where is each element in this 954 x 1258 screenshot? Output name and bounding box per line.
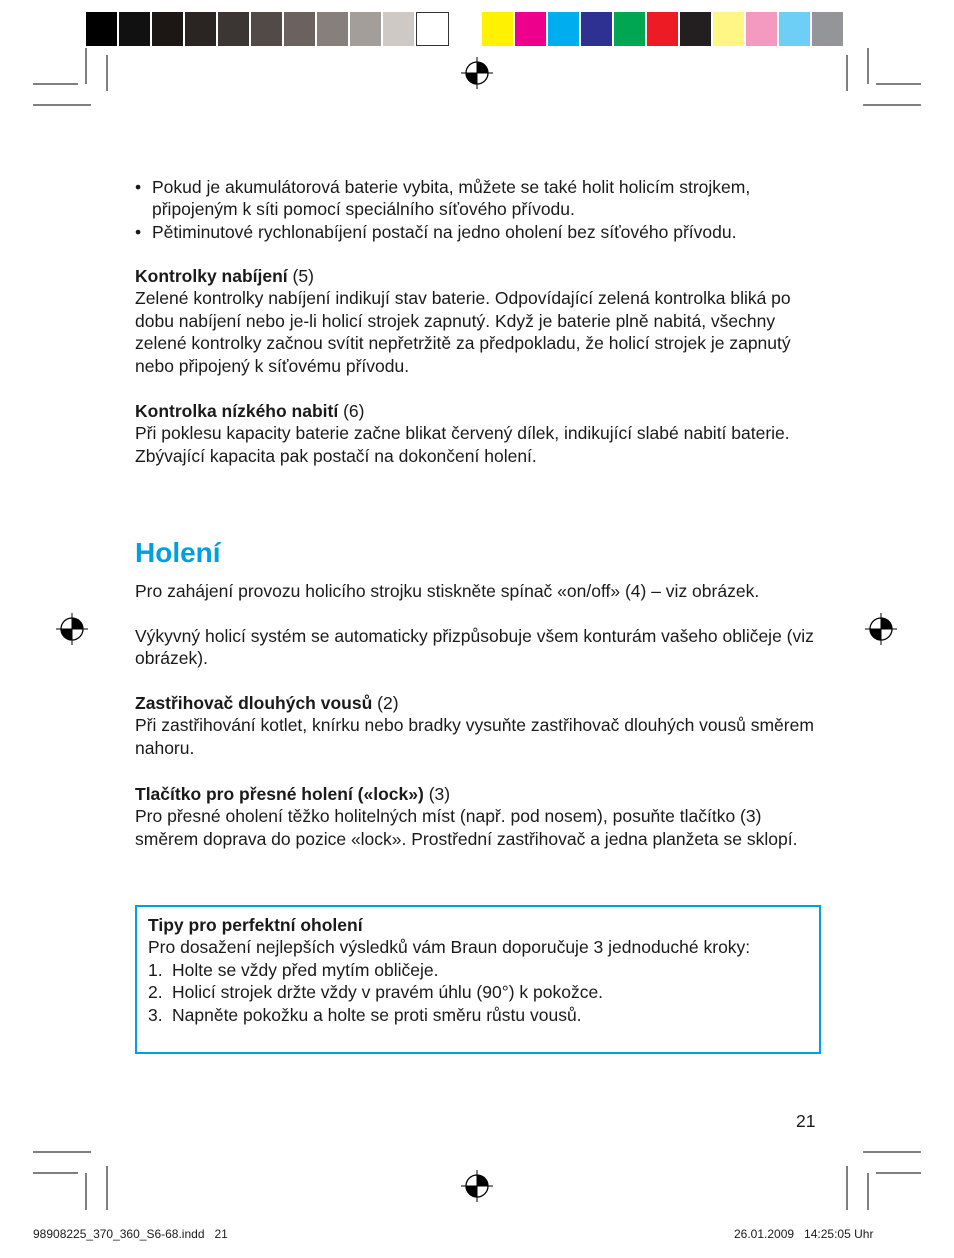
section-text: Pro přesné oholení těžko holitelných míst (např. pod nosem), posuňte tlačítko (3) směrem doprava do pozice «lock». Prostřední zastřihovač a jedna planžeta se sklopí. bbox=[135, 806, 798, 849]
tips-step bbox=[148, 1004, 808, 1026]
registration-mark-top-icon bbox=[461, 57, 493, 89]
section-title: Kontrolka nízkého nabití bbox=[135, 401, 339, 421]
page-number: 21 bbox=[796, 1111, 816, 1131]
section-text: Při poklesu kapacity baterie začne blikat červený dílek, indikující slabé nabití baterie. Zbývající kapacita pak postačí na dokončení holení. bbox=[135, 423, 790, 466]
lock-button-section bbox=[135, 783, 825, 850]
step-text: Holicí strojek držte vždy v pravém úhlu (90°) k pokožce. bbox=[172, 982, 604, 1003]
step-number: 1. bbox=[148, 959, 163, 980]
trimmer-section bbox=[135, 692, 825, 759]
step-number: 2. bbox=[148, 982, 163, 1003]
tips-step bbox=[148, 959, 808, 981]
section-text: Při zastřihování kotlet, knírku nebo bradky vysuňte zastřihovač dlouhých vousů směrem nahoru. bbox=[135, 715, 814, 758]
footer-timestamp: 26.01.2009 14:25:05 Uhr bbox=[734, 1227, 874, 1241]
battery-bullets bbox=[135, 176, 825, 243]
section-title: Kontrolky nabíjení bbox=[135, 266, 288, 286]
tips-title: Tipy pro perfektní oholení bbox=[148, 915, 363, 935]
registration-mark-bottom-icon bbox=[461, 1170, 493, 1202]
shaving-para-1: Pro zahájení provozu holicího strojku stiskněte spínač «on/off» (4) – viz obrázek. bbox=[135, 581, 760, 601]
section-ref: (2) bbox=[372, 693, 399, 713]
section-text: Zelené kontrolky nabíjení indikují stav baterie. Odpovídající zelená kontrolka bliká po dobu nabíjení nebo je-li holicí strojek zapnutý. Když je baterie plně nabitá, všechny zelené kontrolky začnou svítit nepřetržitě za předpokladu, že holicí strojek je zapnutý nebo připojený k síťovému přívodu. bbox=[135, 288, 791, 376]
section-title: Zastřihovač dlouhých vousů bbox=[135, 693, 373, 713]
section-ref: (5) bbox=[287, 266, 314, 286]
charge-lights-section bbox=[135, 265, 825, 377]
bullet-item: • Pětiminutové rychlonabíjení postačí na jedno oholení bez síťového přívodu. bbox=[135, 221, 825, 243]
registration-mark-left-icon bbox=[56, 613, 88, 645]
tips-box bbox=[135, 905, 821, 1054]
bullet-item: • Pokud je akumulátorová baterie vybita, můžete se také holit holicím strojkem, připojeným k síti pomocí speciálního síťového přívodu. bbox=[135, 176, 825, 221]
low-charge-section bbox=[135, 400, 825, 467]
section-title: Tlačítko pro přesné holení («lock») bbox=[135, 784, 424, 804]
registration-mark-right-icon bbox=[865, 613, 897, 645]
footer-file-info: 98908225_370_360_S6-68.indd 21 bbox=[33, 1227, 228, 1241]
section-ref: (6) bbox=[338, 401, 365, 421]
step-text: Holte se vždy před mytím obličeje. bbox=[172, 959, 439, 980]
page-heading: Holení bbox=[135, 537, 221, 568]
step-text: Napněte pokožku a holte se proti směru růstu vousů. bbox=[172, 1004, 582, 1025]
tips-intro: Pro dosažení nejlepších výsledků vám Braun doporučuje 3 jednoduché kroky: bbox=[148, 937, 751, 958]
shaving-para-2: Výkyvný holicí systém se automaticky přizpůsobuje všem konturám vašeho obličeje (viz obrázek). bbox=[135, 626, 814, 669]
tips-steps bbox=[148, 959, 808, 1026]
tips-step bbox=[148, 981, 808, 1003]
section-ref: (3) bbox=[423, 784, 451, 804]
step-number: 3. bbox=[148, 1004, 163, 1025]
